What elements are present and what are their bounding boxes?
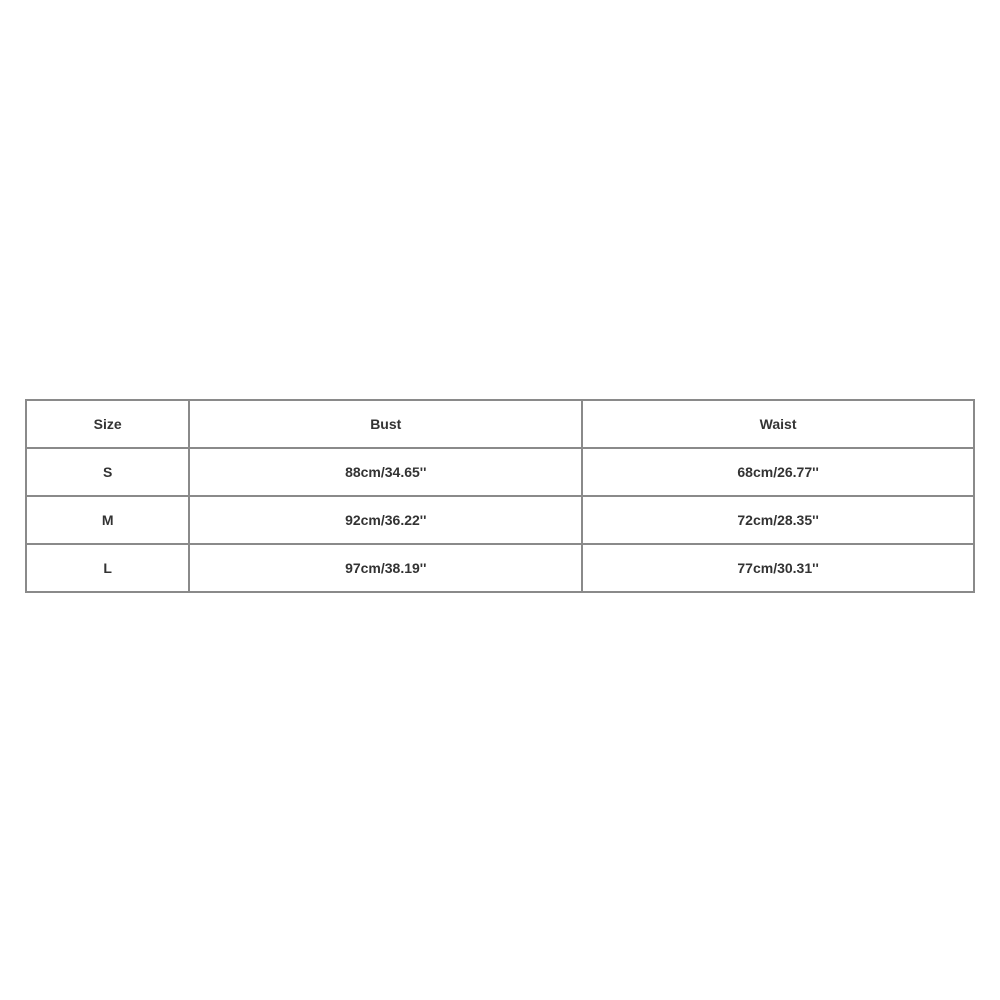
- bust-cell: 97cm/38.19'': [189, 544, 582, 592]
- table-header-row: [26, 400, 974, 448]
- waist-cell: 77cm/30.31'': [582, 544, 974, 592]
- header-size: Size: [26, 400, 189, 448]
- bust-cell: 88cm/34.65'': [189, 448, 582, 496]
- size-chart-table: [25, 399, 975, 593]
- size-cell: L: [26, 544, 189, 592]
- bust-cell: 92cm/36.22'': [189, 496, 582, 544]
- waist-cell: 68cm/26.77'': [582, 448, 974, 496]
- header-waist: Waist: [582, 400, 974, 448]
- table-row: [26, 544, 974, 592]
- size-cell: S: [26, 448, 189, 496]
- size-cell: M: [26, 496, 189, 544]
- waist-cell: 72cm/28.35'': [582, 496, 974, 544]
- table-row: [26, 448, 974, 496]
- header-bust: Bust: [189, 400, 582, 448]
- table-row: [26, 496, 974, 544]
